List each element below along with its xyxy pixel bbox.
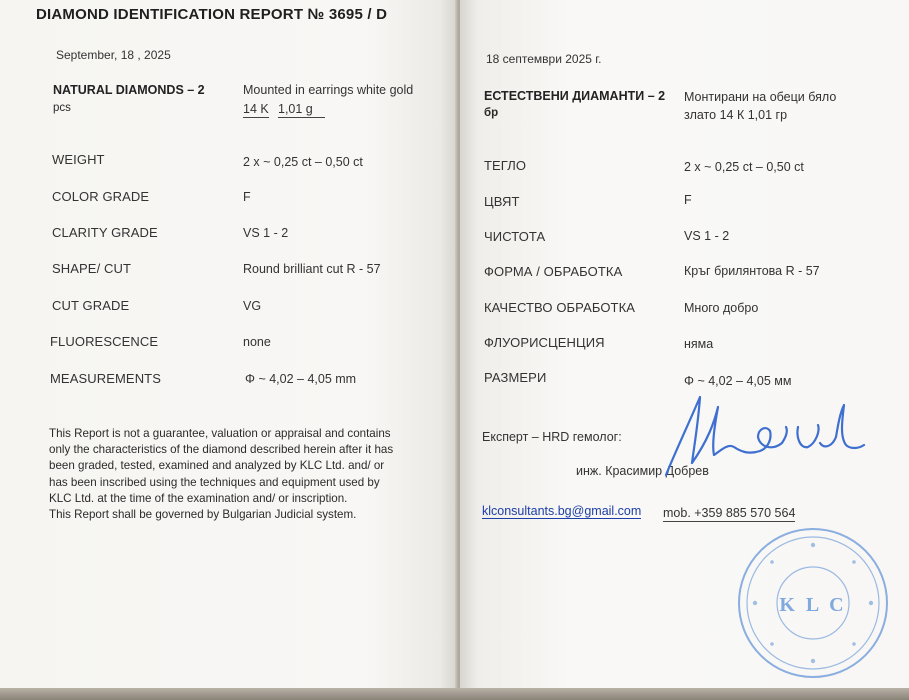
value-fluorescence-bg: няма [684, 337, 714, 351]
label-measurements-bg: РАЗМЕРИ [484, 370, 547, 385]
value-fluorescence: none [243, 335, 271, 349]
disclaimer-line: has been inscribed using the techniques and equipment used by [49, 475, 380, 489]
label-shape-bg: ФОРМА / ОБРАБОТКА [484, 264, 623, 279]
value-color-grade: F [243, 190, 251, 204]
value-weight-bg: 2 x ~ 0,25 ct – 0,50 ct [684, 160, 804, 174]
item-unit-en: pcs [53, 102, 71, 114]
label-fluorescence: FLUORESCENCE [50, 334, 159, 349]
disclaimer-text [49, 426, 439, 523]
label-fluorescence-bg: ФЛУОРИСЦЕНЦИЯ [484, 335, 605, 350]
date-en: September, 18 , 2025 [56, 48, 171, 62]
item-unit-bg: бр [484, 107, 499, 119]
value-shape-bg: Кръг брилянтова R - 57 [684, 264, 820, 278]
label-color-grade: COLOR GRADE [52, 189, 150, 204]
mount-desc-bg: Монтирани на обеци бяло [684, 90, 837, 104]
expert-name: инж. Красимир Добрев [576, 464, 709, 478]
label-cut-grade-bg: КАЧЕСТВО ОБРАБОТКА [484, 300, 636, 315]
label-clarity-grade: CLARITY GRADE [52, 225, 158, 240]
signature-mark [648, 385, 888, 485]
expert-label: Експерт – HRD гемолог: [482, 430, 622, 444]
value-shape-cut: Round brilliant cut R - 57 [243, 262, 381, 276]
label-color-bg: ЦВЯТ [484, 194, 520, 209]
label-weight: WEIGHT [52, 152, 105, 167]
item-title-en: NATURAL DIAMONDS – 2 [53, 83, 205, 97]
label-cut-grade: CUT GRADE [52, 298, 130, 313]
item-title-bg: ЕСТЕСТВЕНИ ДИАМАНТИ – 2 [484, 89, 666, 103]
klc-stamp-seal [735, 525, 891, 681]
value-measurements-bg: Φ ~ 4,02 – 4,05 мм [684, 374, 792, 388]
value-clarity-bg: VS 1 - 2 [684, 229, 730, 243]
email-link[interactable]: klconsultants.bg@gmail.com [482, 504, 642, 518]
disclaimer-line: This Report shall be governed by Bulgarian Judicial system. [49, 508, 357, 522]
label-measurements: MEASUREMENTS [50, 371, 161, 386]
stamp-text: K L C [779, 594, 847, 616]
label-weight-bg: ТЕГЛО [484, 158, 527, 173]
value-cut-grade-bg: Много добро [684, 301, 759, 315]
date-bg: 18 септември 2025 г. [486, 52, 602, 66]
disclaimer-line: only the characteristics of the diamond described herein after it has [49, 443, 394, 457]
value-color-bg: F [684, 193, 692, 207]
mount-karat-en: 14 K [243, 102, 269, 116]
value-measurements: Φ ~ 4,02 – 4,05 mm [245, 372, 357, 386]
disclaimer-line: KLC Ltd. at the time of the examination and/ or inscription. [49, 491, 348, 505]
label-clarity-bg: ЧИСТОТА [484, 229, 546, 244]
value-weight: 2 x ~ 0,25 ct – 0,50 ct [243, 155, 363, 169]
mount-detail-bg: злато 14 К 1,01 гр [684, 108, 788, 122]
phone-number: mob. +359 885 570 564 [663, 506, 796, 520]
value-clarity-grade: VS 1 - 2 [243, 226, 289, 240]
disclaimer-line: been graded, tested, examined and analyzed by KLC Ltd. and/ or [49, 459, 385, 473]
label-shape-cut: SHAPE/ CUT [52, 261, 132, 276]
mount-desc-en: Mounted in earrings white gold [243, 83, 414, 97]
report-title: DIAMOND IDENTIFICATION REPORT № 3695 / D [36, 6, 388, 23]
value-cut-grade: VG [243, 299, 262, 313]
disclaimer-line: This Report is not a guarantee, valuation or appraisal and contains [49, 427, 391, 440]
book-bottom-edge [0, 688, 909, 700]
mount-weight-en: 1,01 g [278, 102, 325, 116]
